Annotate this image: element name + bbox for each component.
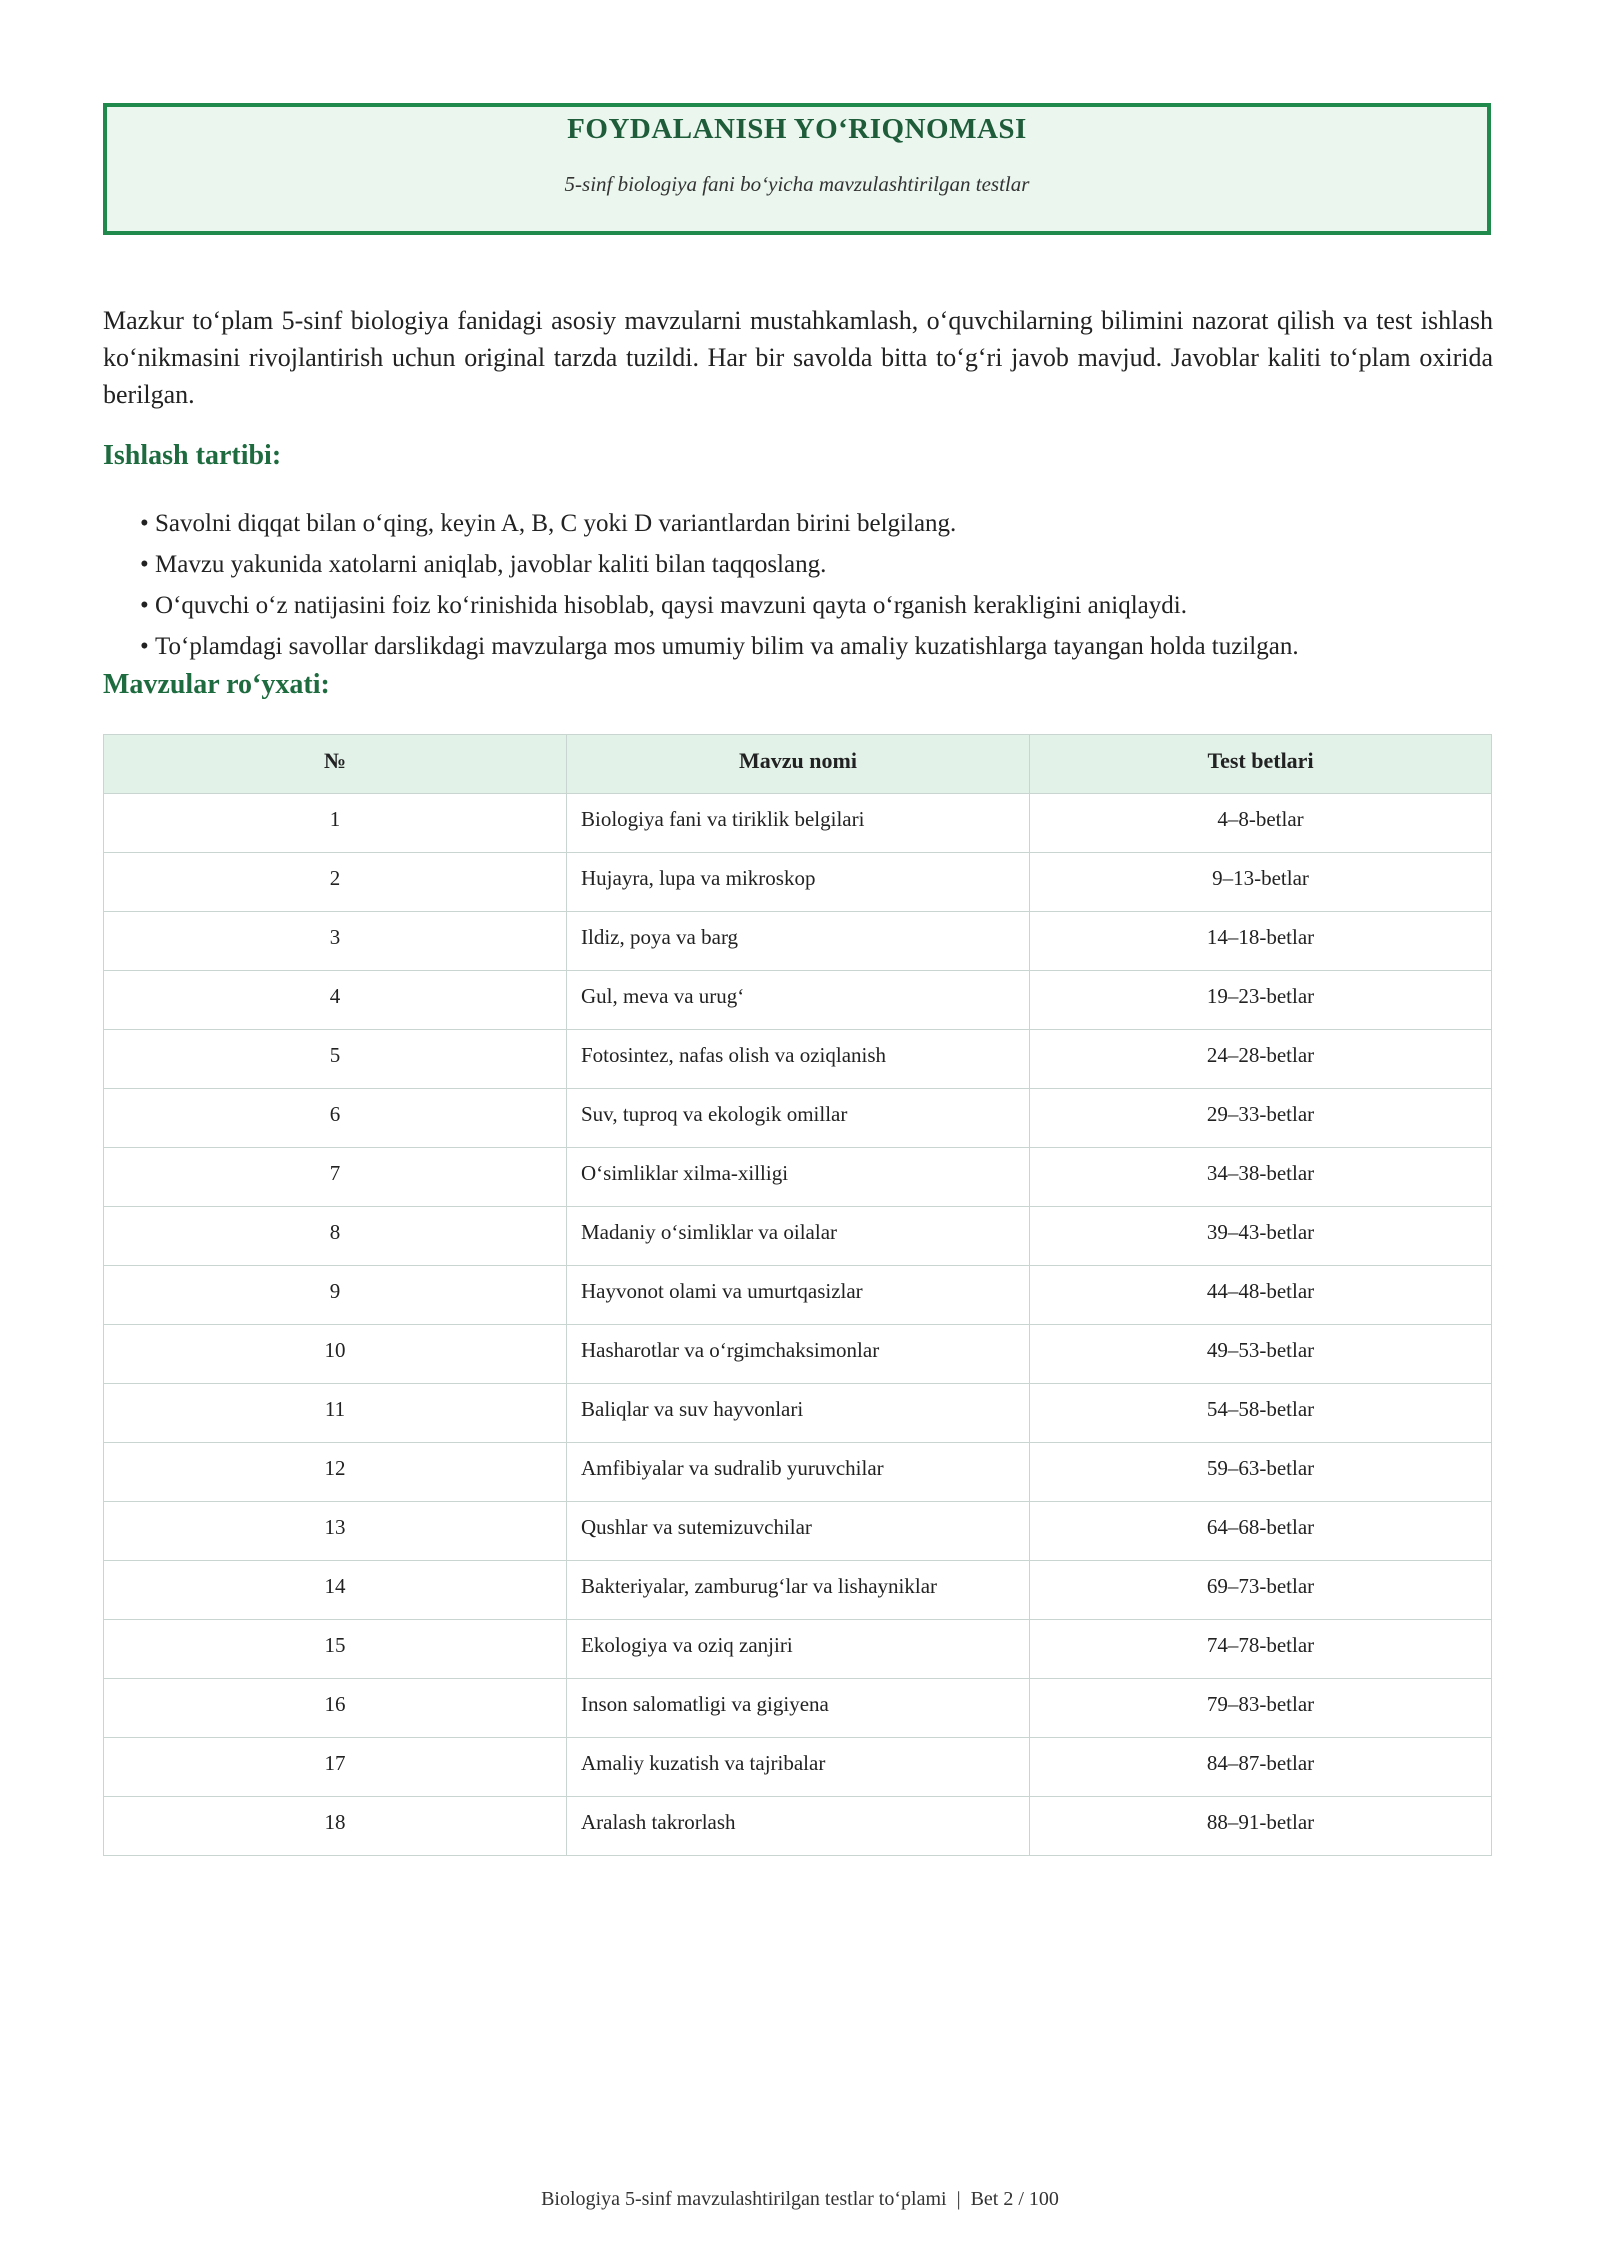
title-box bbox=[103, 103, 1491, 235]
table-row bbox=[104, 1384, 1492, 1443]
topic-name: Ekologiya va oziq zanjiri bbox=[567, 1620, 1030, 1679]
topic-number: 11 bbox=[104, 1384, 567, 1443]
instruction-item: • To‘plamdagi savollar darslikdagi mavzularga mos umumiy bilim va amaliy kuzatishlarga tayangan holda tuzilgan. bbox=[140, 626, 1490, 667]
table-row bbox=[104, 794, 1492, 853]
topic-name: Hasharotlar va o‘rgimchaksimonlar bbox=[567, 1325, 1030, 1384]
topic-name: Inson salomatligi va gigiyena bbox=[567, 1679, 1030, 1738]
document-title: FOYDALANISH YO‘RIQNOMASI bbox=[567, 113, 1027, 145]
table-row bbox=[104, 912, 1492, 971]
topic-number: 8 bbox=[104, 1207, 567, 1266]
topic-pages: 84–87-betlar bbox=[1030, 1738, 1492, 1797]
topic-pages: 79–83-betlar bbox=[1030, 1679, 1492, 1738]
column-header-number: № bbox=[104, 735, 567, 794]
topic-pages: 88–91-betlar bbox=[1030, 1797, 1492, 1856]
table-row bbox=[104, 1797, 1492, 1856]
table-row bbox=[104, 1148, 1492, 1207]
topic-number: 6 bbox=[104, 1089, 567, 1148]
column-header-pages: Test betlari bbox=[1030, 735, 1492, 794]
topic-pages: 34–38-betlar bbox=[1030, 1148, 1492, 1207]
table-header-row bbox=[104, 735, 1492, 794]
table-row bbox=[104, 1207, 1492, 1266]
table-row bbox=[104, 1266, 1492, 1325]
instruction-item: • Mavzu yakunida xatolarni aniqlab, javoblar kaliti bilan taqqoslang. bbox=[140, 544, 1490, 585]
instructions-heading: Ishlash tartibi: bbox=[103, 440, 282, 471]
topic-number: 3 bbox=[104, 912, 567, 971]
table-row bbox=[104, 1561, 1492, 1620]
instruction-item: • Savolni diqqat bilan o‘qing, keyin A, B, C yoki D variantlardan birini belgilang. bbox=[140, 503, 1490, 544]
topic-number: 1 bbox=[104, 794, 567, 853]
topics-heading: Mavzular ro‘yxati: bbox=[103, 669, 330, 700]
topic-name: Aralash takrorlash bbox=[567, 1797, 1030, 1856]
table-row bbox=[104, 1620, 1492, 1679]
topic-number: 14 bbox=[104, 1561, 567, 1620]
topic-pages: 54–58-betlar bbox=[1030, 1384, 1492, 1443]
table-row bbox=[104, 971, 1492, 1030]
topic-name: Qushlar va sutemizuvchilar bbox=[567, 1502, 1030, 1561]
topic-name: Gul, meva va urug‘ bbox=[567, 971, 1030, 1030]
topic-name: Ildiz, poya va barg bbox=[567, 912, 1030, 971]
table-row bbox=[104, 1679, 1492, 1738]
table-row bbox=[104, 1502, 1492, 1561]
topic-name: Madaniy o‘simliklar va oilalar bbox=[567, 1207, 1030, 1266]
topic-number: 4 bbox=[104, 971, 567, 1030]
table-row bbox=[104, 1030, 1492, 1089]
topic-pages: 29–33-betlar bbox=[1030, 1089, 1492, 1148]
topics-table bbox=[103, 734, 1492, 1856]
topic-pages: 64–68-betlar bbox=[1030, 1502, 1492, 1561]
topic-pages: 49–53-betlar bbox=[1030, 1325, 1492, 1384]
topic-pages: 14–18-betlar bbox=[1030, 912, 1492, 971]
topic-name: Bakteriyalar, zamburug‘lar va lishayniklar bbox=[567, 1561, 1030, 1620]
table-row bbox=[104, 853, 1492, 912]
topic-number: 18 bbox=[104, 1797, 567, 1856]
instructions-list bbox=[140, 503, 1490, 667]
topic-pages: 59–63-betlar bbox=[1030, 1443, 1492, 1502]
topic-name: Suv, tuproq va ekologik omillar bbox=[567, 1089, 1030, 1148]
topic-number: 17 bbox=[104, 1738, 567, 1797]
page-footer: Biologiya 5-sinf mavzulashtirilgan testlar to‘plami | Bet 2 / 100 bbox=[541, 2188, 1059, 2210]
topic-number: 13 bbox=[104, 1502, 567, 1561]
topic-name: O‘simliklar xilma-xilligi bbox=[567, 1148, 1030, 1207]
topic-number: 7 bbox=[104, 1148, 567, 1207]
topic-name: Fotosintez, nafas olish va oziqlanish bbox=[567, 1030, 1030, 1089]
topic-number: 9 bbox=[104, 1266, 567, 1325]
topic-pages: 24–28-betlar bbox=[1030, 1030, 1492, 1089]
topic-number: 12 bbox=[104, 1443, 567, 1502]
intro-paragraph: Mazkur to‘plam 5-sinf biologiya fanidagi asosiy mavzularni mustahkamlash, o‘quvchilarning bilimini nazorat qilish va test ishlash ko‘nikmasini rivojlantirish uchun original tarzda tuzildi. Har bir savolda bitta to‘g‘ri javob mavjud. Javoblar kaliti to‘plam oxirida berilgan. bbox=[103, 306, 1493, 409]
topic-name: Hayvonot olami va umurtqasizlar bbox=[567, 1266, 1030, 1325]
topic-pages: 39–43-betlar bbox=[1030, 1207, 1492, 1266]
topic-pages: 69–73-betlar bbox=[1030, 1561, 1492, 1620]
topic-name: Amfibiyalar va sudralib yuruvchilar bbox=[567, 1443, 1030, 1502]
topic-pages: 44–48-betlar bbox=[1030, 1266, 1492, 1325]
table-row bbox=[104, 1443, 1492, 1502]
topics-table-body bbox=[104, 794, 1492, 1856]
topic-number: 15 bbox=[104, 1620, 567, 1679]
table-row bbox=[104, 1738, 1492, 1797]
table-row bbox=[104, 1325, 1492, 1384]
instruction-item: • O‘quvchi o‘z natijasini foiz ko‘rinishida hisoblab, qaysi mavzuni qayta o‘rganish kerakligini aniqlaydi. bbox=[140, 585, 1490, 626]
column-header-topic: Mavzu nomi bbox=[567, 735, 1030, 794]
topic-number: 5 bbox=[104, 1030, 567, 1089]
topic-number: 2 bbox=[104, 853, 567, 912]
table-row bbox=[104, 1089, 1492, 1148]
topic-name: Hujayra, lupa va mikroskop bbox=[567, 853, 1030, 912]
document-subtitle: 5-sinf biologiya fani bo‘yicha mavzulashtirilgan testlar bbox=[564, 172, 1030, 196]
topic-name: Amaliy kuzatish va tajribalar bbox=[567, 1738, 1030, 1797]
topic-pages: 74–78-betlar bbox=[1030, 1620, 1492, 1679]
topic-pages: 9–13-betlar bbox=[1030, 853, 1492, 912]
topic-pages: 19–23-betlar bbox=[1030, 971, 1492, 1030]
topic-name: Biologiya fani va tiriklik belgilari bbox=[567, 794, 1030, 853]
topic-number: 10 bbox=[104, 1325, 567, 1384]
topic-pages: 4–8-betlar bbox=[1030, 794, 1492, 853]
topic-number: 16 bbox=[104, 1679, 567, 1738]
topic-name: Baliqlar va suv hayvonlari bbox=[567, 1384, 1030, 1443]
